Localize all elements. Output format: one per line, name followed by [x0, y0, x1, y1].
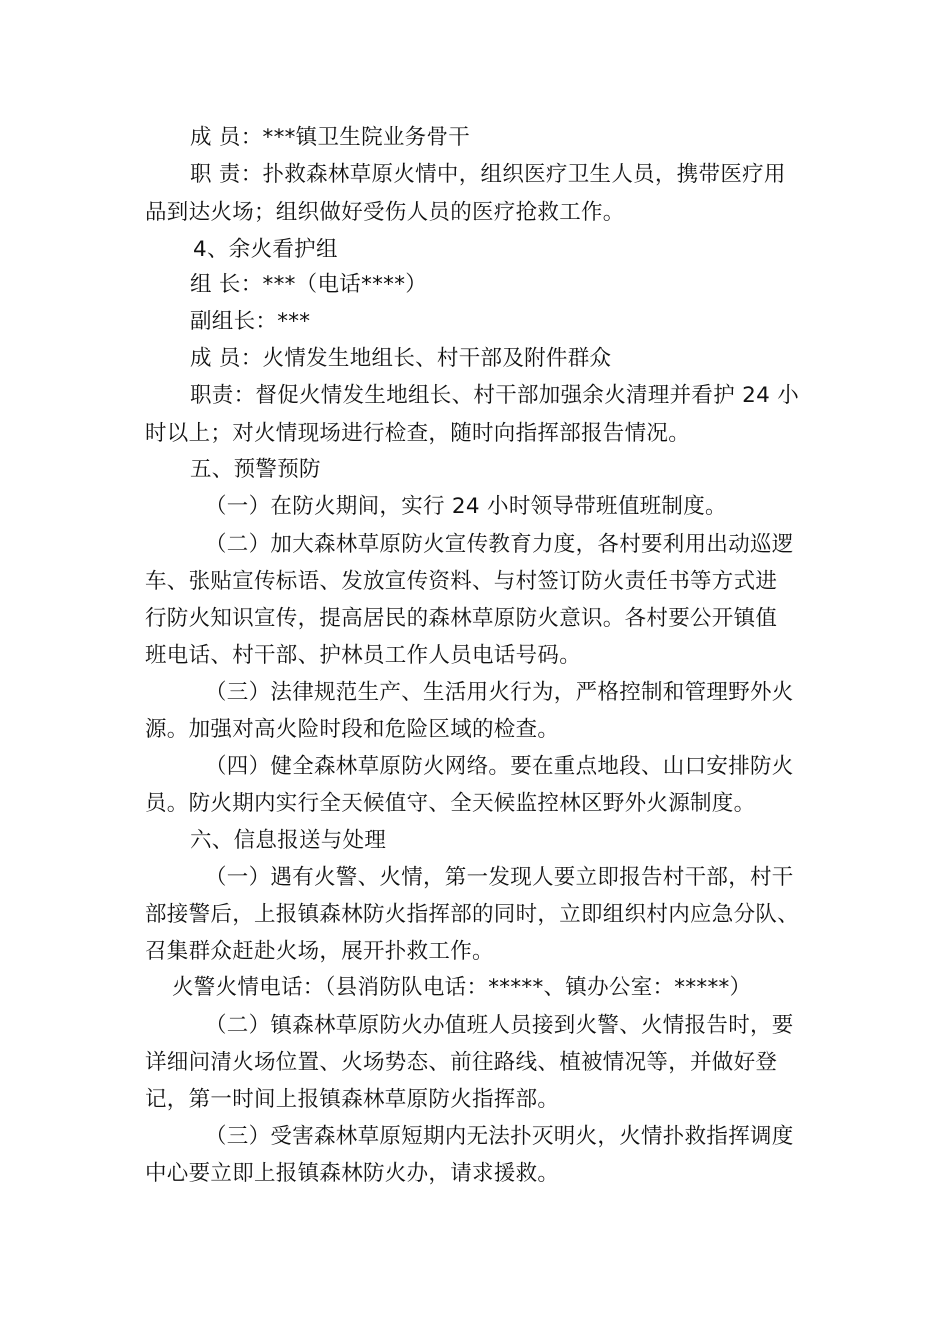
prevention-item-2-line-4: 班电话、村干部、护林员工作人员电话号码。: [145, 643, 582, 668]
chapter-heading-info-reporting: 六、信息报送与处理: [190, 828, 387, 853]
report-item-1-line-2: 部接警后，上报镇森林防火指挥部的同时，立即组织村内应急分队、: [145, 902, 800, 927]
section-heading-fire-watch-group: 4、余火看护组: [193, 237, 338, 262]
prevention-item-3-line-2: 源。加强对高火险时段和危险区域的检查。: [145, 717, 560, 742]
chapter-heading-warning-prevention: 五、预警预防: [190, 457, 321, 482]
report-item-1-line-3: 召集群众赶赴火场，展开扑救工作。: [145, 939, 494, 964]
report-item-2-line-2: 详细问清火场位置、火场势态、前往路线、植被情况等，并做好登: [145, 1050, 778, 1075]
report-item-1-line-1: （一）遇有火警、火情，第一发现人要立即报告村干部，村干: [205, 865, 794, 890]
report-item-3-line-2: 中心要立即上报镇森林防火办，请求援救。: [145, 1161, 560, 1186]
report-item-2-line-3: 记，第一时间上报镇森林草原防火指挥部。: [145, 1087, 560, 1112]
prevention-item-2-line-2: 车、张贴宣传标语、发放宣传资料、与村签订防火责任书等方式进: [145, 569, 778, 594]
prevention-item-3-line-1: （三）法律规范生产、生活用火行为，严格控制和管理野外火: [205, 680, 794, 705]
report-item-2-line-1: （二）镇森林草原防火办值班人员接到火警、火情报告时，要: [205, 1013, 794, 1038]
prevention-item-2-line-3: 行防火知识宣传，提高居民的森林草原防火意识。各村要公开镇值: [145, 606, 778, 631]
prevention-item-4-line-2: 员。防火期内实行全天候值守、全天候监控林区野外火源制度。: [145, 791, 756, 816]
report-item-3-line-1: （三）受害森林草原短期内无法扑灭明火，火情扑救指挥调度: [205, 1124, 794, 1149]
prevention-item-2-line-1: （二）加大森林草原防火宣传教育力度，各村要利用出动巡逻: [205, 532, 794, 557]
fire-alarm-phone-line: 火警火情电话：（县消防队电话：*****、镇办公室：*****）: [172, 975, 752, 1000]
deputy-leader-line: 副组长：***: [190, 309, 311, 334]
duty-line-medical-2: 品到达火场；组织做好受伤人员的医疗抢救工作。: [145, 200, 625, 225]
duty-line-medical-1: 职 责：扑救森林草原火情中，组织医疗卫生人员，携带医疗用: [190, 162, 786, 187]
prevention-item-1: （一）在防火期间，实行 24 小时领导带班值班制度。: [205, 494, 727, 519]
member-line-fire-watch: 成 员：火情发生地组长、村干部及附件群众: [190, 346, 612, 371]
duty-line-fire-watch-1: 职责：督促火情发生地组长、村干部加强余火清理并看护 24 小: [190, 383, 800, 408]
prevention-item-4-line-1: （四）健全森林草原防火网络。要在重点地段、山口安排防火: [205, 754, 794, 779]
member-line-medical: 成 员：***镇卫生院业务骨干: [190, 125, 471, 150]
duty-line-fire-watch-2: 时以上；对火情现场进行检查，随时向指挥部报告情况。: [145, 421, 691, 446]
leader-line: 组 长：***（电话****）: [190, 272, 428, 297]
